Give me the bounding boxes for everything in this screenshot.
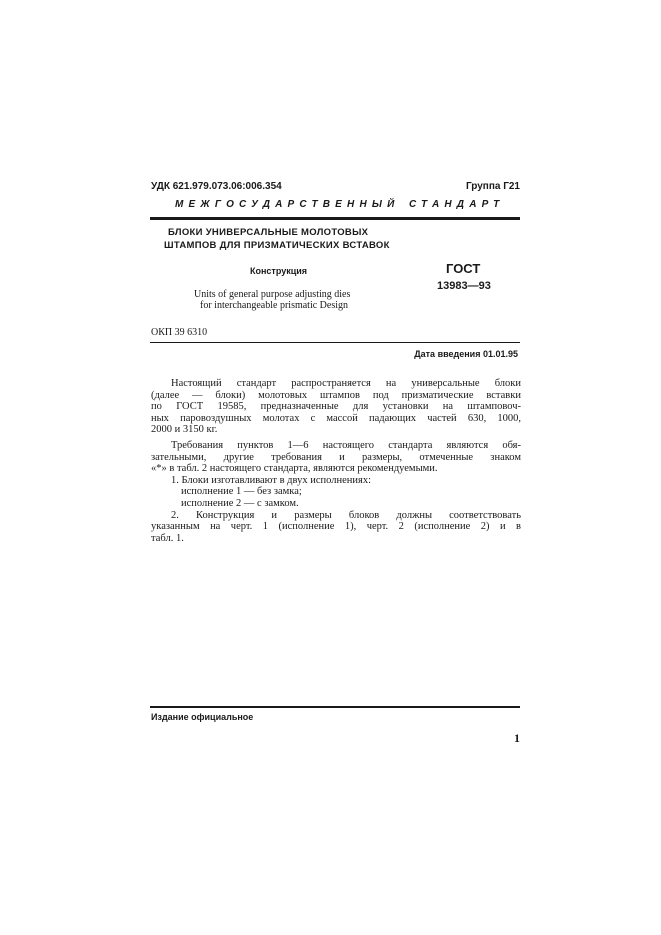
body-line: 2000 и 3150 кг. — [151, 424, 218, 436]
body-line: (далее — блоки) молотовых штампов под призматические вставки — [151, 389, 521, 401]
edition-note: Издание официальное — [151, 712, 254, 722]
divider — [150, 342, 520, 343]
body-line: исполнение 2 — с замком. — [181, 497, 299, 509]
standard-type-right: СТАНДАРТ — [409, 199, 505, 210]
okp-code: ОКП 39 6310 — [151, 327, 208, 338]
document-title-line2: ШТАМПОВ ДЛЯ ПРИЗМАТИЧЕСКИХ ВСТАВОК — [164, 240, 390, 251]
body-line: 1. Блоки изготавливают в двух исполнениях: — [171, 474, 372, 486]
english-title-line2: for interchangeable prismatic Design — [200, 300, 348, 311]
body-line: ных паровоздушных молотах с массой падающих частей 630, 1000, — [151, 412, 521, 424]
body-text — [151, 378, 521, 544]
body-line: «*» в табл. 2 настоящего стандарта, являются рекомендуемыми. — [151, 463, 438, 475]
body-line: по ГОСТ 19585, предназначенные для установки на штамповоч- — [151, 401, 521, 413]
gost-number: 13983—93 — [437, 280, 491, 292]
body-line: Требования пунктов 1—6 настоящего стандарта являются обя- — [171, 439, 521, 451]
intro-date: Дата введения 01.01.95 — [414, 349, 518, 359]
body-line: исполнение 1 — без замка; — [181, 486, 302, 498]
english-title-line1: Units of general purpose adjusting dies — [194, 289, 351, 300]
document-subtitle: Конструкция — [250, 266, 308, 276]
page-number: 1 — [514, 731, 520, 745]
footer-divider — [150, 706, 520, 708]
body-line: табл. 1. — [151, 532, 184, 544]
body-line: зательными, другие требования и размеры, отмеченные знаком — [151, 451, 521, 463]
document-title-line1: БЛОКИ УНИВЕРСАЛЬНЫЕ МОЛОТОВЫХ — [168, 227, 369, 238]
body-line: Настоящий стандарт распространяется на универсальные блоки — [171, 378, 521, 389]
body-line: 2. Конструкция и размеры блоков должны соответствовать — [171, 509, 521, 521]
body-line: указанным на черт. 1 (исполнение 1), черт. 2 (исполнение 2) и в — [151, 521, 521, 533]
standard-type-left: МЕЖГОСУДАРСТВЕННЫЙ — [175, 199, 400, 210]
udk-code: УДК 621.979.073.06:006.354 — [151, 181, 282, 192]
group-code: Группа Г21 — [465, 181, 520, 192]
gost-label: ГОСТ — [446, 261, 481, 276]
